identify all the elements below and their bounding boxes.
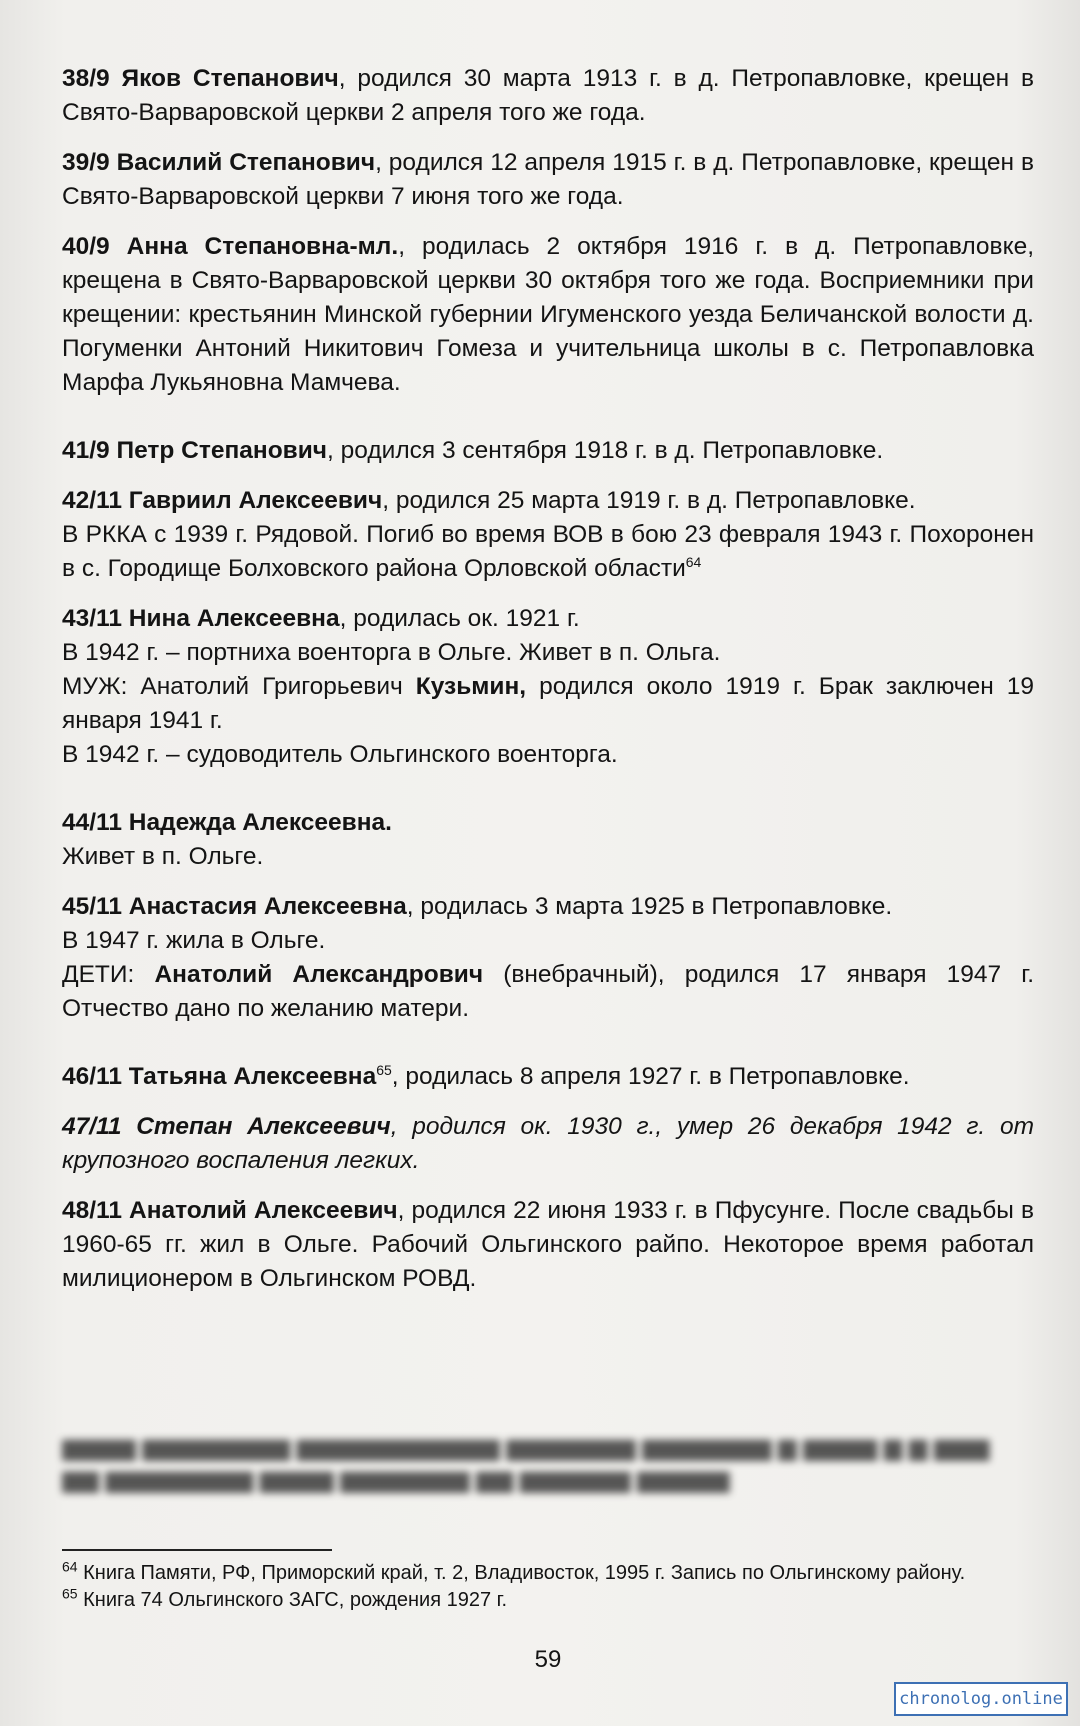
entry-43-11 [62,602,1034,772]
entry-detail: В 1942 г. – портниха военторга в Ольге. Живет в п. Ольга. [62,639,721,666]
watermark-link[interactable]: chronolog.online [894,1682,1068,1716]
entry-name: 38/9 Яков Степанович [62,65,339,92]
entry-name: 40/9 Анна Степановна-мл. [62,233,399,260]
main-text [62,62,1034,1312]
entry-48-11 [62,1194,1034,1296]
entry-name: 42/11 Гавриил Алексеевич [62,487,383,514]
entry-text: , родился 30 марта 1913 г. в д. Петропавловке, крещен в Свято-Варваровской церкви 2 апреля того же года. [62,65,1034,126]
footnote-65 [62,1587,1034,1614]
entry-40-9 [62,230,1034,400]
entry-text: , родился 22 июня 1933 г. в Пфусунге. После свадьбы в 1960-65 гг. жил в Ольге. Рабочий Ольгинского райпо. Некоторое время работал милиционером в Ольгинском РОВД. [62,1197,1034,1292]
footnote-64 [62,1560,1034,1587]
entry-41-9 [62,434,1034,468]
child-name: Анатолий Александрович [154,961,484,988]
entry-name: 45/11 Анастасия Алексеевна [62,893,407,920]
entry-name: 41/9 Петр Степанович [62,437,328,464]
entry-name: 46/11 Татьяна Алексеевна [62,1063,377,1090]
children-label: ДЕТИ: [62,961,155,988]
footnotes [62,1560,1034,1614]
entry-text: , родилась 2 октября 1916 г. в д. Петропавловке, крещена в Свято-Варваровской церкви 30 октября того же года. Восприемники при крещении: крестьянин Минской губернии Игуменского уезда Беличанской волости д. Погуменки Антоний Никитович Гомеза и учительница школы в с. Петропавловка Марфа Лукьяновна Мамчева. [62,233,1035,396]
footnote-ref-65[interactable]: 65 [376,1061,392,1078]
entry-44-11 [62,806,1034,874]
entry-name: 44/11 Надежда Алексеевна. [62,809,392,836]
footnote-text: Книга Памяти, РФ, Приморский край, т. 2, Владивосток, 1995 г. Запись по Ольгинскому району. [77,1562,966,1584]
entry-text: , родился 25 марта 1919 г. в д. Петропавловке. [382,487,916,514]
entry-text: , родился 3 сентября 1918 г. в д. Петропавловке. [327,437,884,464]
entry-name: 43/11 Нина Алексеевна [62,605,340,632]
spouse-detail: В 1942 г. – судоводитель Ольгинского военторга. [62,741,618,768]
spouse-label: МУЖ: Анатолий Григорьевич [62,673,416,700]
entry-text: , родилась 8 апреля 1927 г. в Петропавловке. [391,1063,910,1090]
entry-text: , родилась ок. 1921 г. [339,605,580,632]
child-text: (внебрачный), родился 17 января 1947 г. Отчество дано по желанию матери. [62,961,1034,1022]
entry-47-11 [62,1110,1034,1178]
entry-detail: Живет в п. Ольге. [62,843,264,870]
entry-text: , родилась 3 марта 1925 в Петропавловке. [406,893,893,920]
page-number: 59 [534,1646,562,1673]
entry-name: 39/9 Василий Степанович [62,149,376,176]
entry-38-9 [62,62,1034,130]
entry-name: 47/11 Степан Алексеевич [62,1113,391,1140]
footnote-ref-64[interactable]: 64 [685,553,702,570]
entry-42-11 [62,484,1034,586]
entry-46-11 [62,1060,1034,1094]
footnote-number: 64 [62,1558,78,1575]
entry-45-11 [62,890,1034,1026]
entry-text: , родился 12 апреля 1915 г. в д. Петропавловке, крещен в Свято-Варваровской церкви 7 июня того же года. [62,149,1035,210]
spouse-text: родился около 1919 г. Брак заключен 19 января 1941 г. [62,673,1034,734]
footnote-number: 65 [62,1585,78,1602]
entry-detail: В РККА с 1939 г. Рядовой. Погиб во время ВОВ в бою 23 февраля 1943 г. Похоронен в с. Городище Болховского района Орловской области [62,521,1034,582]
entry-detail: В 1947 г. жила в Ольге. [62,927,326,954]
blurred-redacted-text: ▆▆▆▆ ▆▆▆▆▆▆▆▆ ▆▆▆▆▆▆▆▆▆▆▆ ▆▆▆▆▆▆▆ ▆▆▆▆▆▆▆ ▆ ▆▆▆▆ ▆ ▆ ▆▆▆ ▆▆ ▆▆▆▆▆▆▆▆ ▆▆▆▆ ▆▆▆▆▆▆▆ ▆▆ ▆▆▆▆▆▆ ▆▆▆▆▆ [62,1434,990,1493]
footnote-divider [62,1549,332,1551]
footnote-text: Книга 74 Ольгинского ЗАГС, рождения 1927 г. [77,1589,508,1611]
entry-39-9 [62,146,1034,214]
entry-name: 48/11 Анатолий Алексеевич [62,1197,398,1224]
entry-text: , родился ок. 1930 г., умер 26 декабря 1942 г. от крупозного воспаления легких. [62,1113,1034,1174]
spouse-surname: Кузьмин, [415,673,527,700]
